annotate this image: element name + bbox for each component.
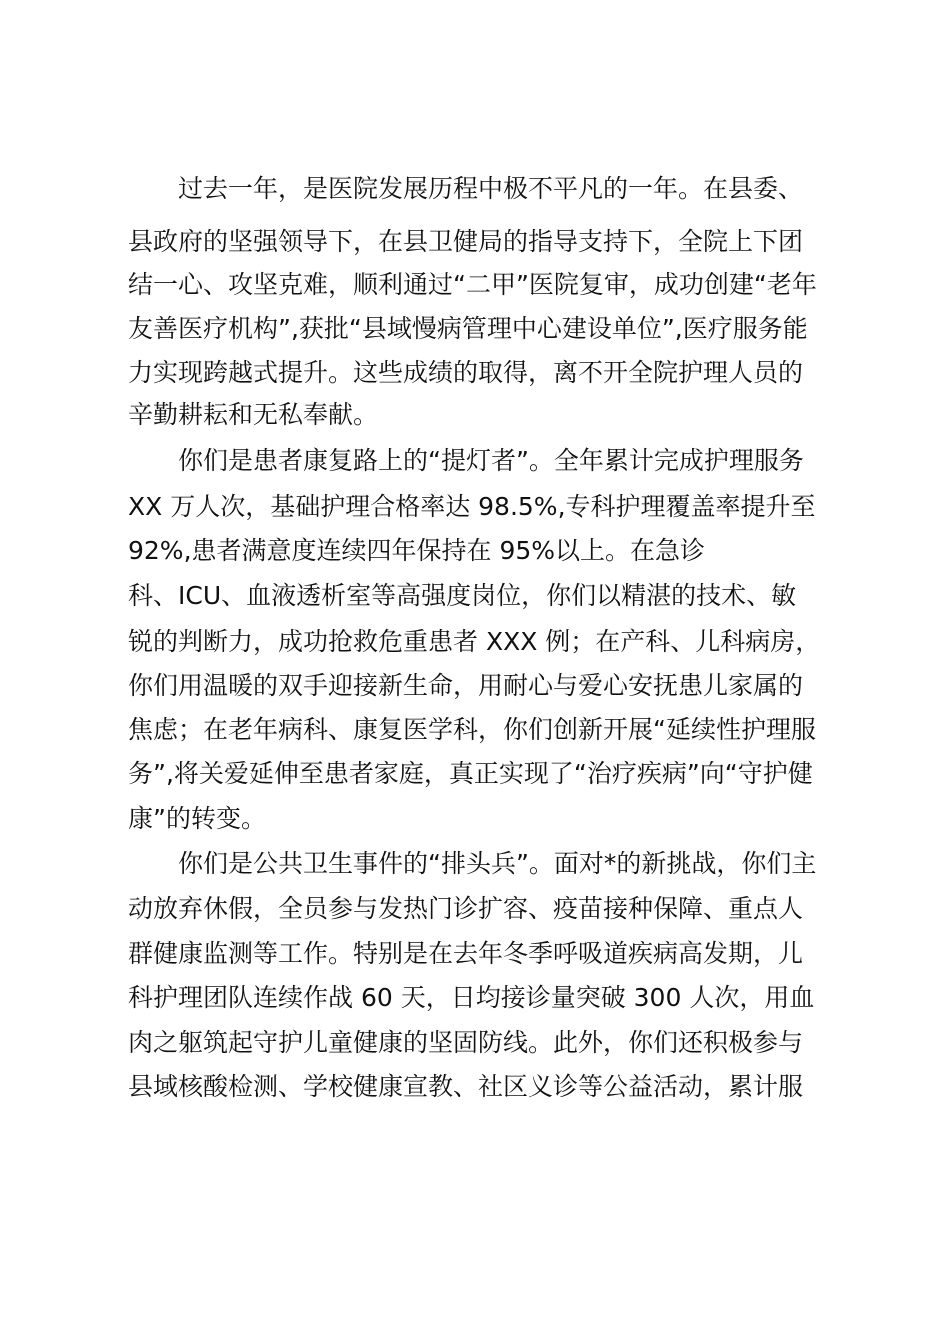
paragraph-2-line-6: 你们用温暖的双手迎接新生命，用耐心与爱心安抚患儿家属的 xyxy=(128,671,804,700)
paragraph-1-line-3: 结一心、攻坚克难，顺利通过“二甲”医院复审，成功创建“老年 xyxy=(128,270,817,299)
paragraph-1-line-6: 辛勤耕耘和无私奉献。 xyxy=(128,400,379,429)
paragraph-3-line-5: 肉之躯筑起守护儿童健康的坚固防线。此外，你们还积极参与 xyxy=(128,1028,804,1057)
paragraph-2-line-4: 科、ICU、血液透析室等高强度岗位，你们以精湛的技术、敏 xyxy=(128,581,797,610)
paragraph-3-line-2: 动放弃休假，全员参与发热门诊扩容、疫苗接种保障、重点人 xyxy=(128,894,804,923)
paragraph-2-line-5: 锐的判断力，成功抢救危重患者 XXX 例；在产科、儿科病房， xyxy=(128,627,821,656)
paragraph-3-line-6: 县域核酸检测、学校健康宣教、社区义诊等公益活动，累计服 xyxy=(128,1072,804,1101)
paragraph-1-line-4: 友善医疗机构”,获批“县域慢病管理中心建设单位”,医疗服务能 xyxy=(128,314,808,343)
paragraph-1-line-2: 县政府的坚强领导下，在县卫健局的指导支持下，全院上下团 xyxy=(128,227,804,256)
paragraph-3-line-3: 群健康监测等工作。特别是在去年冬季呼吸道疾病高发期，儿 xyxy=(128,939,804,968)
paragraph-2-line-1: 你们是患者康复路上的“提灯者”。全年累计完成护理服务 xyxy=(128,446,804,475)
paragraph-2-line-9: 康”的转变。 xyxy=(128,804,266,833)
paragraph-3-line-4: 科护理团队连续作战 60 天，日均接诊量突破 300 人次，用血 xyxy=(128,983,815,1012)
paragraph-2-line-2: XX 万人次，基础护理合格率达 98.5%,专科护理覆盖率提升至 xyxy=(128,492,816,521)
paragraph-1-line-5: 力实现跨越式提升。这些成绩的取得，离不开全院护理人员的 xyxy=(128,358,804,387)
paragraph-3-line-1: 你们是公共卫生事件的“排头兵”。面对*的新挑战，你们主 xyxy=(128,849,817,878)
paragraph-1-line-1: 过去一年，是医院发展历程中极不平凡的一年。在县委、 xyxy=(128,174,804,203)
paragraph-2-line-7: 焦虑；在老年病科、康复医学科，你们创新开展“延续性护理服 xyxy=(128,715,816,744)
paragraph-2-line-3: 92%,患者满意度连续四年保持在 95%以上。在急诊 xyxy=(128,536,706,565)
paragraph-2-line-8: 务”,将关爱延伸至患者家庭，真正实现了“治疗疾病”向“守护健 xyxy=(128,759,813,788)
